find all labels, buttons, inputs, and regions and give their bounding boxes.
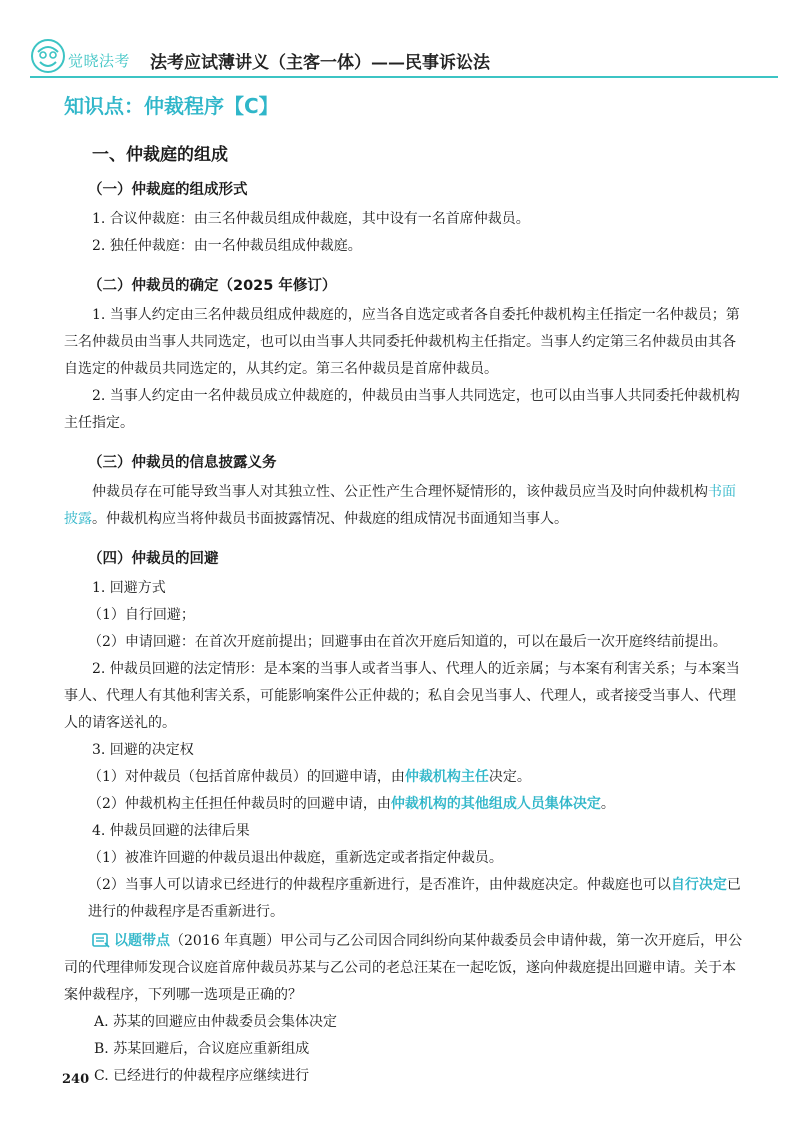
paragraph: 2. 当事人约定由一名仲裁员成立仲裁庭的，仲裁员由当事人共同选定，也可以由当事人共同委托仲裁机构主任指定。 <box>64 388 740 431</box>
list-item: （2）申请回避：在首次开庭前提出；回避事由在首次开庭后知道的，可以在最后一次开庭终结前提出。 <box>88 634 727 650</box>
subsection-title: （四）仲裁员的回避 <box>88 551 219 567</box>
knowledge-point-heading: 知识点：仲裁程序【C】 <box>64 94 279 118</box>
highlight-text: 仲裁机构主任 <box>404 769 489 785</box>
header-divider <box>30 76 778 78</box>
text-run: 仲裁员存在可能导致当事人对其独立性、公正性产生合理怀疑情形的，该仲裁员应当及时向仲裁机构 <box>92 484 708 500</box>
paragraph: 1. 合议仲裁庭：由三名仲裁员组成仲裁庭，其中设有一名首席仲裁员。 <box>92 211 530 227</box>
text-run: （1）对仲裁员（包括首席仲裁员）的回避申请，由 <box>88 769 405 785</box>
section-title: 一、仲裁庭的组成 <box>92 145 228 165</box>
subsection-title: （二）仲裁员的确定（2025 年修订） <box>88 278 337 294</box>
text-run: 已进行的仲裁程序是否重新进行。 <box>88 877 741 920</box>
list-heading: 3. 回避的决定权 <box>92 742 194 758</box>
main-content <box>64 140 746 1090</box>
list-item <box>64 872 746 926</box>
text-run: （2）仲裁机构主任担任仲裁员时的回避申请，由 <box>88 796 391 812</box>
paragraph: 2. 独任仲裁庭：由一名仲裁员组成仲裁庭。 <box>92 238 362 254</box>
brand-name: 觉晓法考 <box>68 52 131 70</box>
text-run: （2）当事人可以请求已经进行的仲裁程序重新进行，是否准许，由仲裁庭决定。仲裁庭也可以 <box>88 877 671 893</box>
list-item: （1）被准许回避的仲裁员退出仲裁庭，重新选定或者指定仲裁员。 <box>88 850 503 866</box>
list-heading: 1. 回避方式 <box>92 580 166 596</box>
paragraph: 1. 当事人约定由三名仲裁员组成仲裁庭的，应当各自选定或者各自委托仲裁机构主任指定一名仲裁员；第三名仲裁员由当事人共同选定，也可以由当事人共同委托仲裁机构主任指定。当事人约定第三名仲裁员由其各自选定的仲裁员共同选定的，从其约定。第三名仲裁员是首席仲裁员。 <box>64 307 740 377</box>
highlight-text: 仲裁机构的其他组成人员集体决定 <box>390 796 601 812</box>
paragraph: 2. 仲裁员回避的法定情形：是本案的当事人或者当事人、代理人的近亲属；与本案有利害关系；与本案当事人、代理人有其他利害关系，可能影响案件公正仲裁的；私自会见当事人、代理人，或者接受当事人、代理人的请客送礼的。 <box>64 661 740 731</box>
page-header <box>0 0 800 80</box>
paragraph <box>64 479 746 533</box>
example-text: （2016 年真题）甲公司与乙公司因合同纠纷向某仲裁委员会申请仲裁，第一次开庭后，甲公司的代理律师发现合议庭首席仲裁员苏某与乙公司的老总汪某在一起吃饭，遂向仲裁庭提出回避申请。关于本案仲裁程序，下列哪一选项是正确的？ <box>64 933 743 1003</box>
text-run: 。 <box>600 796 615 812</box>
text-run: 。仲裁机构应当将仲裁员书面披露情况、仲裁庭的组成情况书面通知当事人。 <box>92 511 568 527</box>
example-question <box>64 928 746 1090</box>
scholar-face-icon <box>30 38 66 74</box>
list-item <box>64 791 746 818</box>
example-stem <box>64 928 746 1009</box>
highlight-text: 自行决定 <box>670 877 727 893</box>
book-note-icon <box>92 932 110 948</box>
subsection-title: （三）仲裁员的信息披露义务 <box>88 455 277 471</box>
list-heading: 4. 仲裁员回避的法律后果 <box>92 823 250 839</box>
highlight-text: 书面披露 <box>64 484 736 527</box>
running-title: 法考应试薄讲义（主客一体）——民事诉讼法 <box>150 53 490 73</box>
list-item <box>64 764 746 791</box>
answer-option: B. 苏某回避后，合议庭应重新组成 <box>94 1041 310 1057</box>
example-label: 以题带点 <box>114 933 170 949</box>
answer-option: A. 苏某的回避应由仲裁委员会集体决定 <box>94 1014 338 1030</box>
list-item: （1）自行回避； <box>88 607 195 623</box>
answer-option: C. 已经进行的仲裁程序应继续进行 <box>94 1068 310 1084</box>
subsection-title: （一）仲裁庭的组成形式 <box>88 182 248 198</box>
page-number: 240 <box>62 1072 90 1087</box>
text-run: 决定。 <box>488 769 531 785</box>
